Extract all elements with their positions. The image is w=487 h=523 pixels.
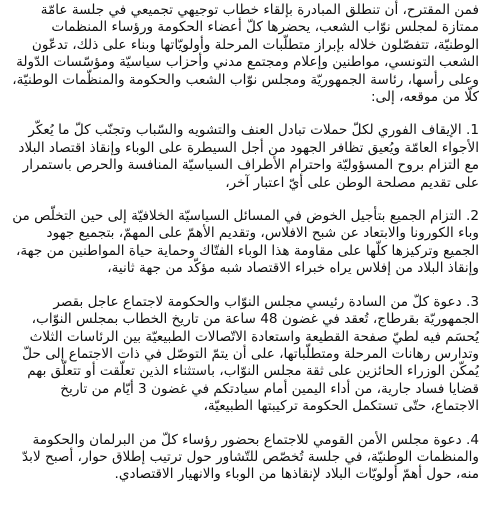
- point-1-paragraph: 1. الإيقاف الفوري لكلّ حملات تبادل العنف والتشويه والسّباب وتجنّب كلّ ما يُعكّر الأجواء العامّة ويُعيق تظافر الجهود من أجل السيطرة على الوباء وإنقاذ اقتصاد البلاد مع التزام بروح المسؤوليّة واحترام الأطراف السياسيّة المنافسة والحرص باستمرار على تقديم مصلحة الوطن على أيّ اعتبار آخر،: [18, 122, 479, 191]
- point-4-paragraph: 4. دعوة مجلس الأمن القومي للاجتماع بحضور رؤساء كلّ من البرلمان والحكومة والمنظمات الوطنيّة، في جلسة تُخصّص للتّشاور حول ترتيب إطلاق حوار، أصبح لابدّ منه، حول أهمّ أولويّات البلاد لإنقاذها من الوباء والانهيار الاقتصادي.: [22, 431, 479, 483]
- intro-paragraph: فمن المقترح، أن تنطلق المبادرة بإلقاء خطاب توجيهي تجميعي في جلسة عامّة ممتازة لمجلس نوّاب الشعب، يحضرها كلّ أعضاء الحكومة ورؤساء المنظمات الوطنيّة، تتفصّلون خلاله بإبراز متطلّبات المرحلة وأولويّاتها وبناء على ذلك، تدعّون الشعب التونسي، مواطنين وإعلام ومجتمع مدني وأحزاب سياسيّة ومؤسّسات الدّولة وعلى رأسها، رئاسة الجمهوريّة ومجلس نوّاب الشعب والحكومة والمنظّمات الوطنيّة، كلّا من موقعه، إلى:: [12, 2, 479, 106]
- point-3-paragraph: 3. دعوة كلّ من السادة رئيسي مجلس النوّاب والحكومة لاجتماع عاجل بقصر الجمهوريّة بقرطاج، تُعقد في غضون 48 ساعة من تاريخ الخطاب بمجلس النوّاب، يُحسَم فيه لطيّ صفحة القطيعة واستعادة الاتّصالات الطبيعيّة بين الرئاسات الثلاث وتدارس رهانات المرحلة ومتطلّباتها، على أن يتمّ التوصّل في ذات الاجتماع إلى حلّ يُمكّن الوزراء الحائزين على ثقة مجلس النوّاب، باستثناء الذين تعلّقت أو تتعلّق بهم قضايا فساد جارية، من أداء اليمين أمام سيادتكم في غضون 3 أيّام من تاريخ الاجتماع، حتّى تستكمل الحكومة تركيبتها الطبيعيّة،: [22, 293, 479, 415]
- point-2-paragraph: 2. التزام الجميع بتأجيل الخوض في المسائل السياسيّة الخلافيّة إلى حين التخلّص من وباء الكورونا والابتعاد عن شبح الافلاس، وتقديم الأهمّ على المهمّ، بتجميع جهود الجميع وتركيزها كلّها على مقاومة هذا الوباء الفتّاك وحماية حياة المواطنين من جهة، وإنقاذ البلاد من إفلاس يراه خبراء الاقتصاد شبه مؤكّد من جهة ثانية،: [12, 208, 479, 277]
